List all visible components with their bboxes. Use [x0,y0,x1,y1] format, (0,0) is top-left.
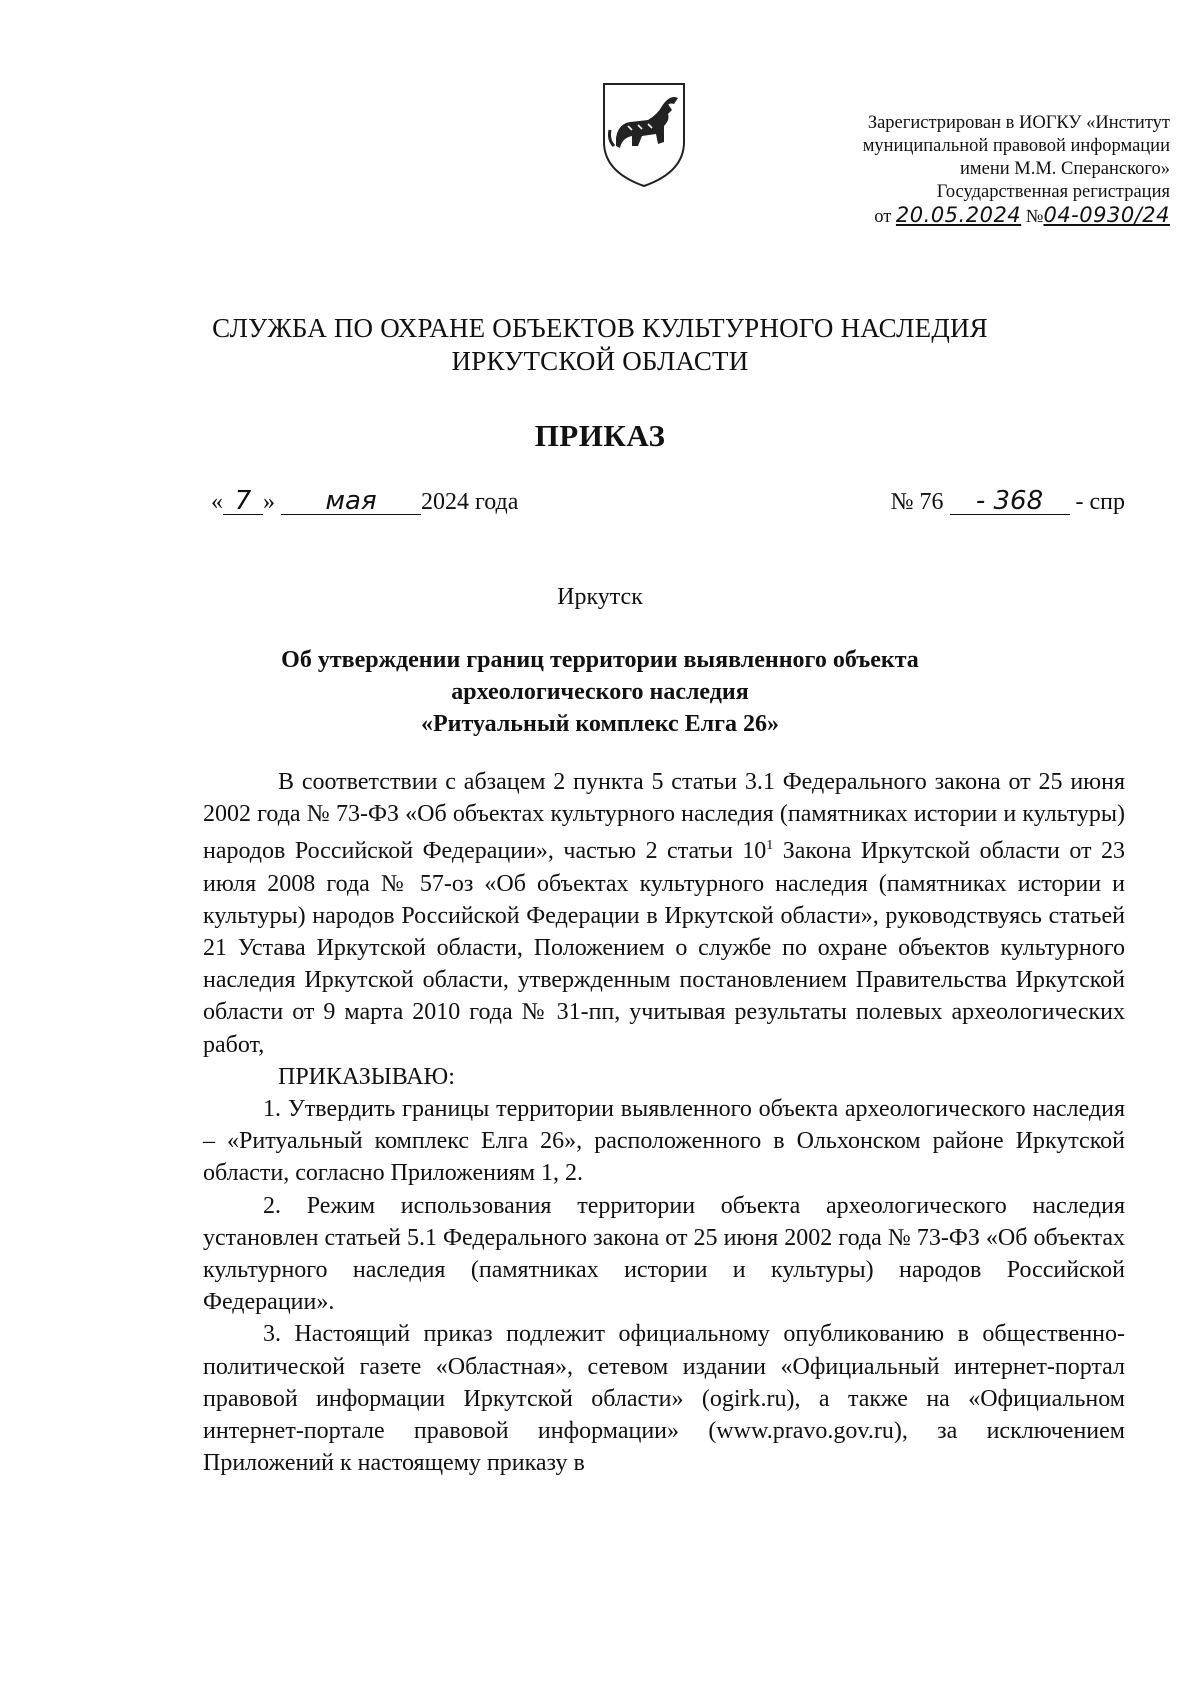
date-open-quote: « [211,489,223,515]
registration-line: Государственная регистрация [936,182,1170,202]
organization-name [0,312,1200,378]
subject-line: археологического наследия [451,679,749,705]
date-close-quote: » [263,489,275,515]
registration-prefix: от [874,207,892,227]
order-item-1: 1. Утвердить границы территории выявленного объекта археологического наследия – «Ритуальный комплекс Елга 26», расположенного в Ольхонском районе Иркутской области, согласно Приложениям 1, 2. [203,1096,1125,1187]
subject-line: «Ритуальный комплекс Елга 26» [420,711,779,737]
subject-line: Об утверждении границ территории выявленного объекта [281,647,919,673]
order-item-2: 2. Режим использования территории объекта археологического наследия установлен статьей 5.1 Федерального закона от 25 июня 2002 года № 73-ФЗ «Об объектах культурного наследия (памятниках истории и культуры) народов Российской Федерации». [203,1192,1125,1316]
order-word: ПРИКАЗЫВАЮ: [278,1063,455,1090]
number-suffix: - спр [1075,489,1125,515]
irkutsk-coat-of-arms-icon [598,80,690,190]
registration-line: Зарегистрирован в ИОГКУ «Институт [867,113,1170,133]
registration-number: 04-0930/24 [1043,203,1170,227]
preamble-paragraph [203,766,1125,1061]
preamble-text: В соответствии с абзацем 2 пункта 5 статьи 3.1 Федерального закона от 25 июня 2002 года № 73-ФЗ «Об объектах культурного наследия (памятниках истории и культуры) народов Российской Федерации», частью 2 статьи 10 [203,769,1125,865]
number-prefix: № 76 [890,489,944,515]
date-year: 2024 года [421,489,519,515]
order-date [211,488,518,516]
registration-date-line [760,204,1170,229]
date-day: 7 [223,488,263,515]
registration-number-label: № [1025,207,1044,227]
registration-line: имени М.М. Сперанского» [960,159,1170,179]
preamble-superscript: 1 [766,838,774,854]
organization-line: СЛУЖБА ПО ОХРАНЕ ОБЪЕКТОВ КУЛЬТУРНОГО НАСЛЕДИЯ [212,313,988,343]
registration-date: 20.05.2024 [895,203,1022,227]
order-number [891,488,1125,516]
date-month: мая [281,488,421,515]
document-type: ПРИКАЗ [534,418,666,453]
order-body [203,766,1125,1479]
registration-line: муниципальной правовой информации [862,136,1170,156]
city: Иркутск [557,584,643,610]
preamble-text: Закона Иркутской области от 23 июля 2008 года № 57-оз «Об объектах культурного наследия (памятниках истории и культуры) народов Российской Федерации в Иркутской области», руководствуясь статьей 21 Устава Иркутской области, Положением о службе по охране объектов культурного наследия Иркутской области, утвержденным постановлением Правительства Иркутской области от 9 марта 2010 года № 31-пп, учитывая результаты полевых археологических работ, [203,838,1125,1058]
registration-stamp [760,112,1170,229]
order-subject [0,644,1200,740]
number-value: - 368 [950,488,1070,515]
order-item-3: 3. Настоящий приказ подлежит официальному опубликованию в общественно-политической газете «Областная», сетевом издании «Официальный интернет-портал правовой информации Иркутской области» (ogirk.ru), а также на «Официальном интернет-портале правовой информации» (www.pravo.gov.ru), за исключением Приложений к настоящему приказу в [203,1321,1125,1477]
organization-line: ИРКУТСКОЙ ОБЛАСТИ [451,346,749,376]
